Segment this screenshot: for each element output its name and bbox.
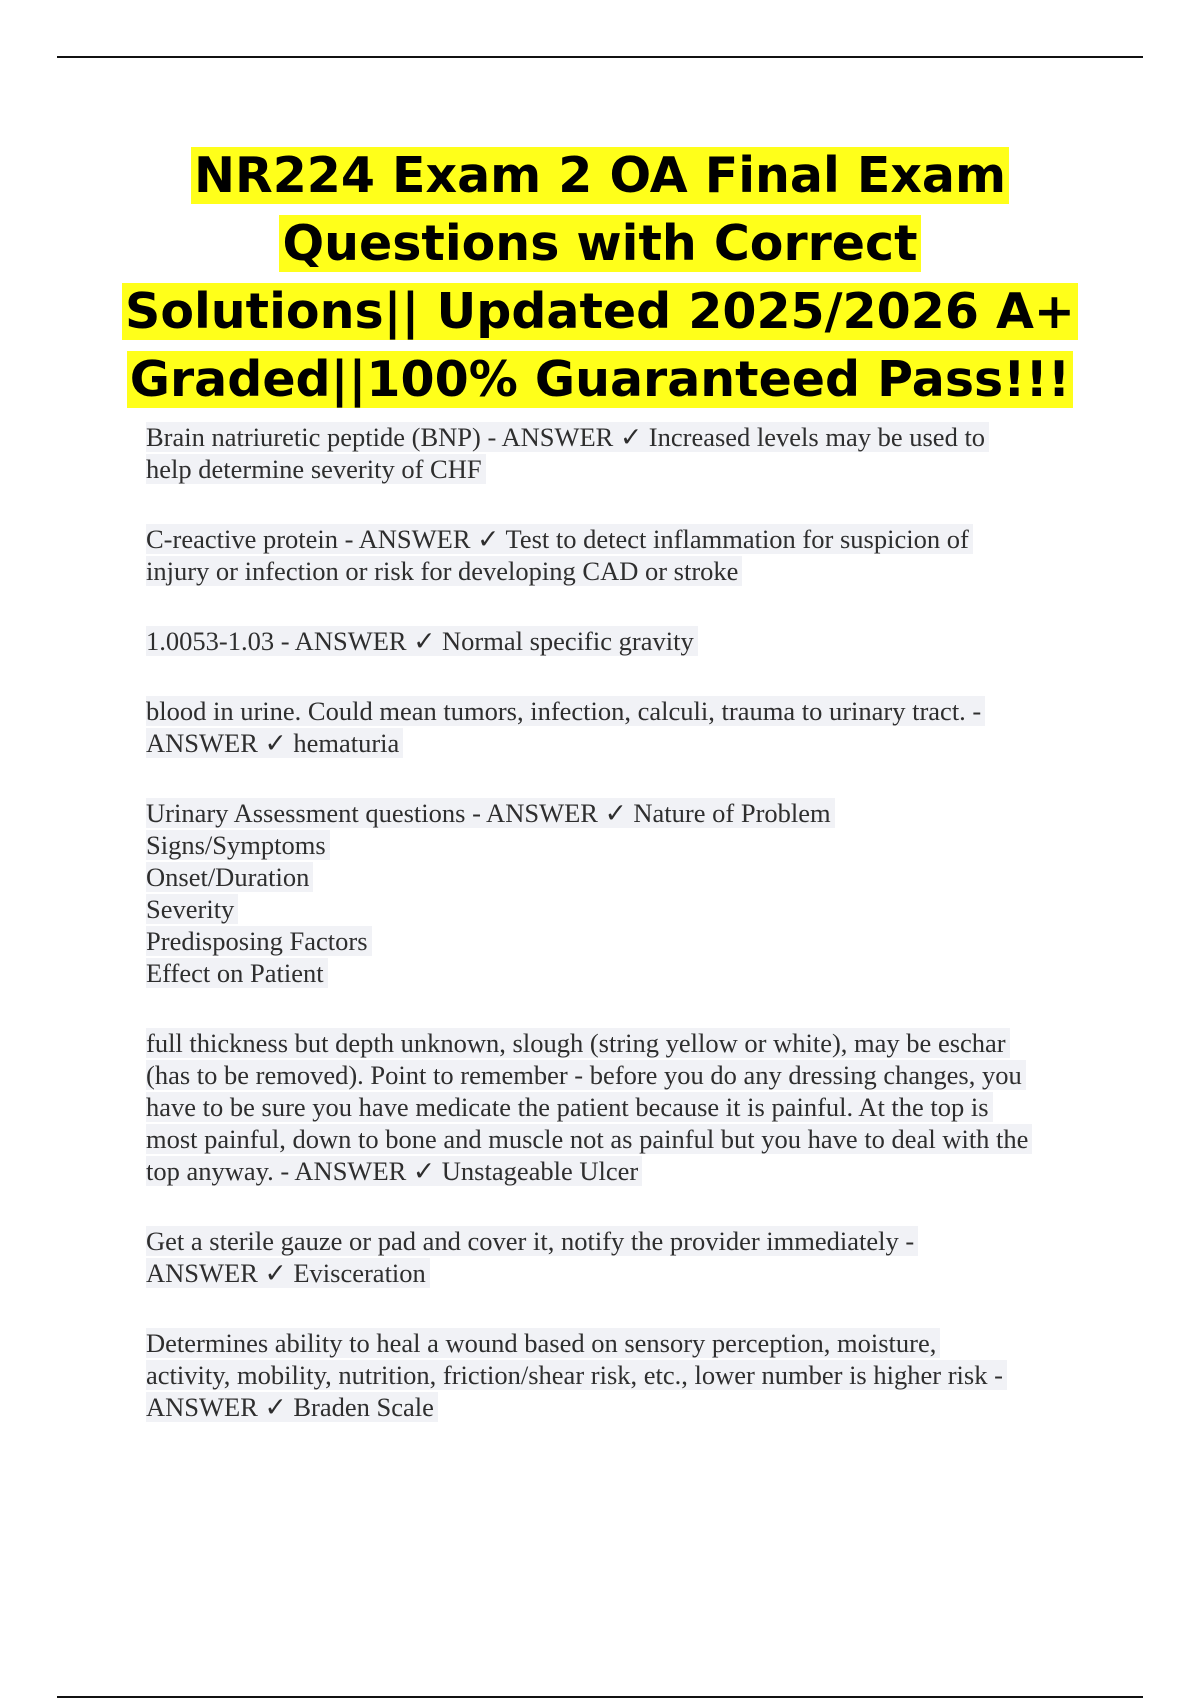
qa-item xyxy=(146,1327,1096,1423)
qa-item xyxy=(146,1027,1096,1187)
qa-line: have to be sure you have medicate the patient because it is painful. At the top is xyxy=(146,1091,1096,1123)
top-rule xyxy=(57,56,1143,58)
qa-line: C-reactive protein - ANSWER ✓ Test to detect inflammation for suspicion of xyxy=(146,523,1096,555)
qa-line: ANSWER ✓ Braden Scale xyxy=(146,1391,1096,1423)
qa-item xyxy=(146,1225,1096,1289)
qa-line: (has to be removed). Point to remember - before you do any dressing changes, you xyxy=(146,1059,1096,1091)
qa-list xyxy=(146,421,1096,1461)
qa-line: Severity xyxy=(146,893,1096,925)
qa-line: help determine severity of CHF xyxy=(146,453,1096,485)
qa-item xyxy=(146,421,1096,485)
qa-item xyxy=(146,523,1096,587)
qa-line: Brain natriuretic peptide (BNP) - ANSWER ✓ Increased levels may be used to xyxy=(146,421,1096,453)
title-line: Questions with Correct xyxy=(120,210,1080,278)
qa-line: Determines ability to heal a wound based on sensory perception, moisture, xyxy=(146,1327,1096,1359)
bottom-rule xyxy=(57,1696,1143,1698)
qa-line: injury or infection or risk for developing CAD or stroke xyxy=(146,555,1096,587)
qa-item xyxy=(146,797,1096,989)
qa-line: Get a sterile gauze or pad and cover it, notify the provider immediately - xyxy=(146,1225,1096,1257)
qa-line: full thickness but depth unknown, slough (string yellow or white), may be eschar xyxy=(146,1027,1096,1059)
qa-line: ANSWER ✓ hematuria xyxy=(146,727,1096,759)
qa-line: Urinary Assessment questions - ANSWER ✓ Nature of Problem xyxy=(146,797,1096,829)
qa-line: Effect on Patient xyxy=(146,957,1096,989)
title-line: Graded||100% Guaranteed Pass!!! xyxy=(120,346,1080,414)
qa-line: most painful, down to bone and muscle not as painful but you have to deal with the xyxy=(146,1123,1096,1155)
qa-item xyxy=(146,695,1096,759)
qa-line: Signs/Symptoms xyxy=(146,829,1096,861)
title-line: Solutions|| Updated 2025/2026 A+ xyxy=(120,278,1080,346)
qa-line: Predisposing Factors xyxy=(146,925,1096,957)
qa-item xyxy=(146,625,1096,657)
qa-line: activity, mobility, nutrition, friction/shear risk, etc., lower number is higher risk - xyxy=(146,1359,1096,1391)
document-title xyxy=(120,142,1080,414)
qa-line: Onset/Duration xyxy=(146,861,1096,893)
qa-line: ANSWER ✓ Evisceration xyxy=(146,1257,1096,1289)
title-line: NR224 Exam 2 OA Final Exam xyxy=(120,142,1080,210)
qa-line: blood in urine. Could mean tumors, infection, calculi, trauma to urinary tract. - xyxy=(146,695,1096,727)
qa-line: 1.0053-1.03 - ANSWER ✓ Normal specific gravity xyxy=(146,625,1096,657)
qa-line: top anyway. - ANSWER ✓ Unstageable Ulcer xyxy=(146,1155,1096,1187)
